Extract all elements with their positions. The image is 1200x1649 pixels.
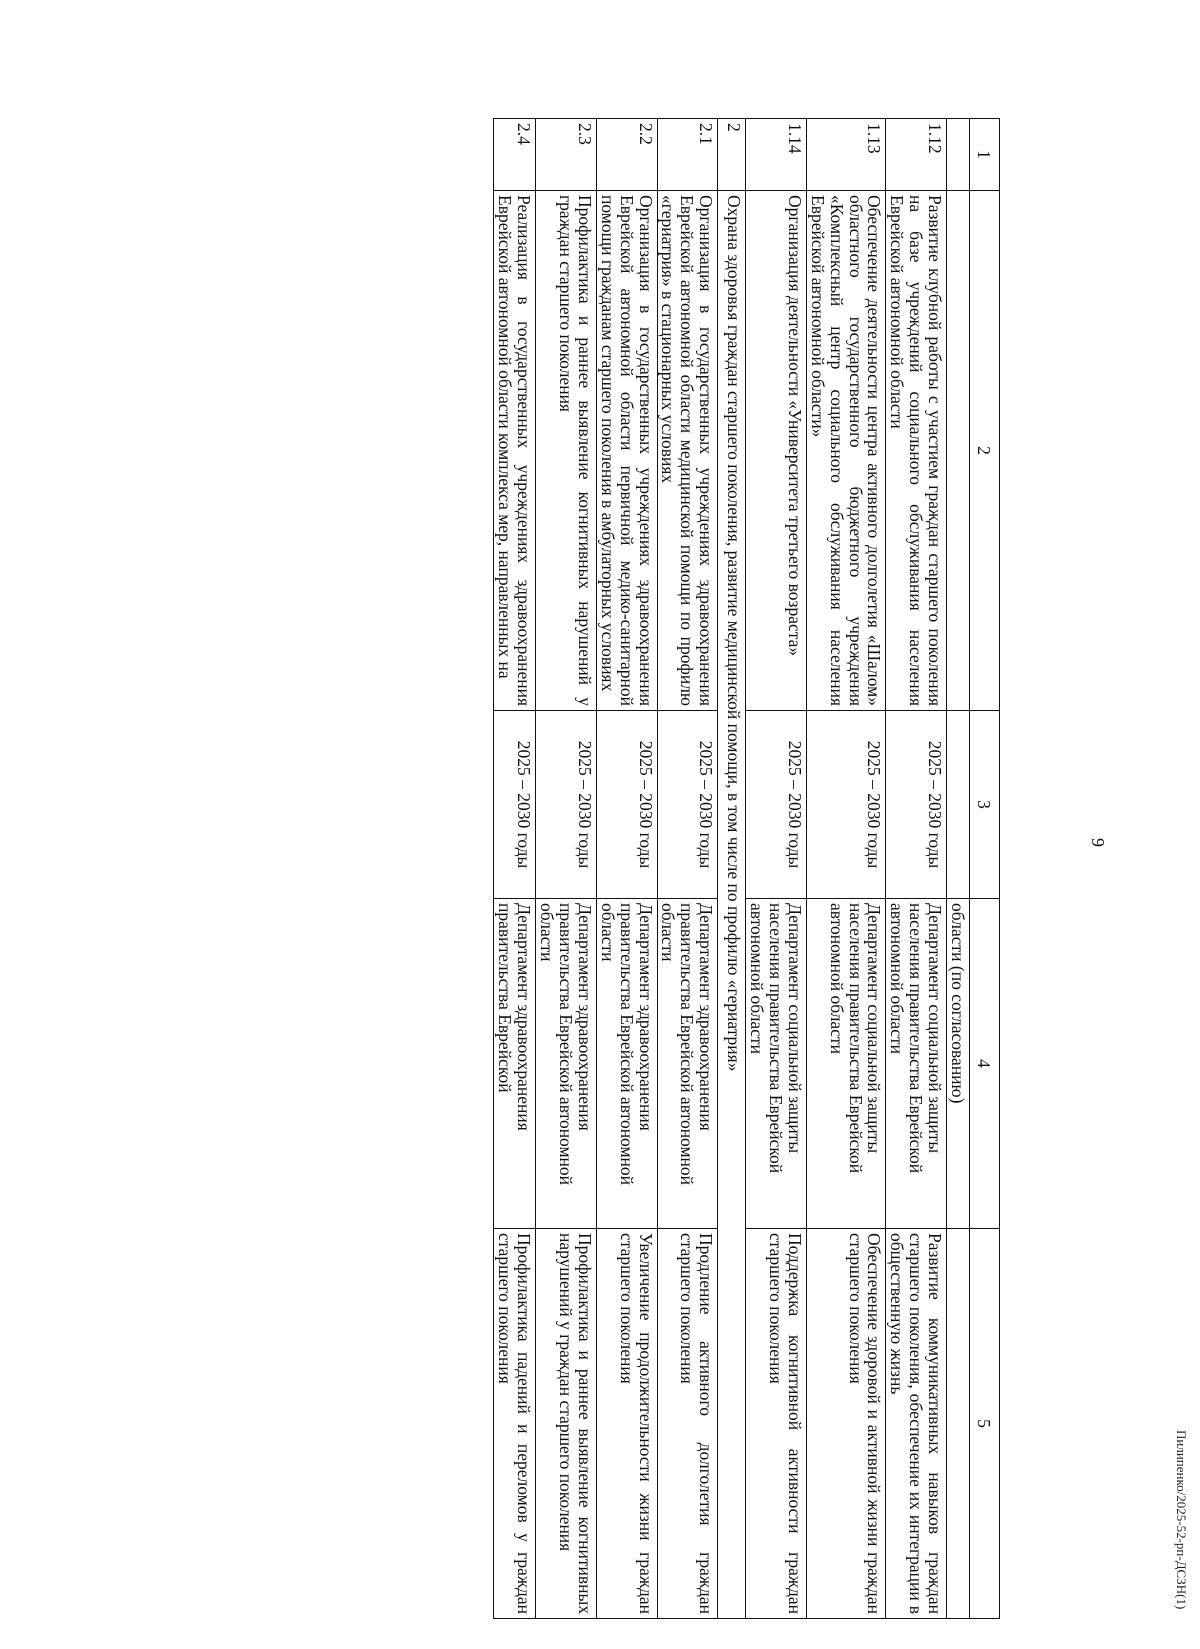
row-action: Профилактика и раннее выявление когнитивных нарушений у граждан старшего поколения: [536, 191, 597, 711]
row-action: Развитие клубной работы с участием граждан старшего поколения на базе учреждений социального обслуживания населения Еврейской автономной области: [886, 191, 947, 711]
section-title: Охрана здоровья граждан старшего поколения, развитие медицинской помощи, в том числе по профилю «гериатрия»: [718, 191, 746, 1619]
table-row: [746, 119, 807, 1619]
row-period: 2025 – 2030 годы: [746, 711, 807, 899]
section-number: 2: [718, 119, 746, 191]
row-number: 2.1: [657, 119, 718, 191]
table-header-row: [970, 119, 1000, 1619]
action-plan-table: [493, 118, 1000, 1619]
row-result: Продление активного долголетия граждан старшего поколения: [657, 1229, 718, 1619]
row-number: 2.4: [494, 119, 536, 191]
header-col-3: 3: [970, 711, 1000, 899]
table-row: [494, 119, 536, 1619]
row-action: Реализация в государственных учреждениях здравоохранения Еврейской автономной области комплекса мер, направленных на: [494, 191, 536, 711]
row-result: Поддержка когнитивной активности граждан старшего поколения: [746, 1229, 807, 1619]
row-action: Организация в государственных учреждениях здравоохранения Еврейской автономной области медицинской помощи по профилю «гериатрия» в стационарных условиях: [657, 191, 718, 711]
row-number: 1.14: [746, 119, 807, 191]
continuation-row: [947, 119, 970, 1619]
row-period: 2025 – 2030 годы: [657, 711, 718, 899]
row-action: Организация в государственных учреждениях здравоохранения Еврейской автономной области первичной медико-санитарной помощи гражданам старшего поколения в амбулаторных условиях: [596, 191, 657, 711]
row-period: 2025 – 2030 годы: [806, 711, 886, 899]
row-result: Профилактика и раннее выявление когнитивных нарушений у граждан старшего поколения: [536, 1229, 597, 1619]
table-row: [536, 119, 597, 1619]
row-executor: Департамент социальной защиты населения правительства Еврейской автономной области: [746, 899, 807, 1229]
row-executor: Департамент здравоохранения правительства Еврейской автономной области: [657, 899, 718, 1229]
row-executor: Департамент здравоохранения правительства Еврейской автономной области: [536, 899, 597, 1229]
section-row: [718, 119, 746, 1619]
table-row: [657, 119, 718, 1619]
row-executor: Департамент социальной защиты населения правительства Еврейской автономной области: [886, 899, 947, 1229]
row-action: Обеспечение деятельности центра активного долголетия «Шалом» областного государственного бюджетного учреждения «Комплексный центр социального обслуживания населения Еврейской автономной области»: [806, 191, 886, 711]
row-period: 2025 – 2030 годы: [494, 711, 536, 899]
row-action: Организация деятельности «Университета третьего возраста»: [746, 191, 807, 711]
row-period: 2025 – 2030 годы: [596, 711, 657, 899]
row-number: 2.2: [596, 119, 657, 191]
header-col-2: 2: [970, 191, 1000, 711]
header-col-5: 5: [970, 1229, 1000, 1619]
row-executor: Департамент социальной защиты населения правительства Еврейской автономной области: [806, 899, 886, 1229]
row-period: 2025 – 2030 годы: [536, 711, 597, 899]
table-row: [886, 119, 947, 1619]
table-row: [806, 119, 886, 1619]
row-period: 2025 – 2030 годы: [886, 711, 947, 899]
plan-table-rotated: [100, 118, 1000, 1618]
row-number: 1.12: [886, 119, 947, 191]
continuation-executor: области (по согласованию): [947, 899, 970, 1229]
row-number: 2.3: [536, 119, 597, 191]
row-result: Обеспечение здоровой и активной жизни граждан старшего поколения: [806, 1229, 886, 1619]
row-number: 1.13: [806, 119, 886, 191]
header-col-1: 1: [970, 119, 1000, 191]
row-executor: Департамент здравоохранения правительства Еврейской автономной области: [596, 899, 657, 1229]
page-number: 9: [1088, 838, 1108, 847]
document-code-text: Пилипенко/2025-52-рп-ДСЗН(1): [1174, 1430, 1189, 1610]
row-result: Профилактика падений и переломов у граждан старшего поколения: [494, 1229, 536, 1619]
table-row: [596, 119, 657, 1619]
header-col-4: 4: [970, 899, 1000, 1229]
row-result: Развитие коммуникативных навыков граждан старшего поколения, обеспечение их интеграции в общественную жизнь: [886, 1229, 947, 1619]
row-result: Увеличение продолжительности жизни граждан старшего поколения: [596, 1229, 657, 1619]
row-executor: Департамент здравоохранения правительства Еврейской: [494, 899, 536, 1229]
